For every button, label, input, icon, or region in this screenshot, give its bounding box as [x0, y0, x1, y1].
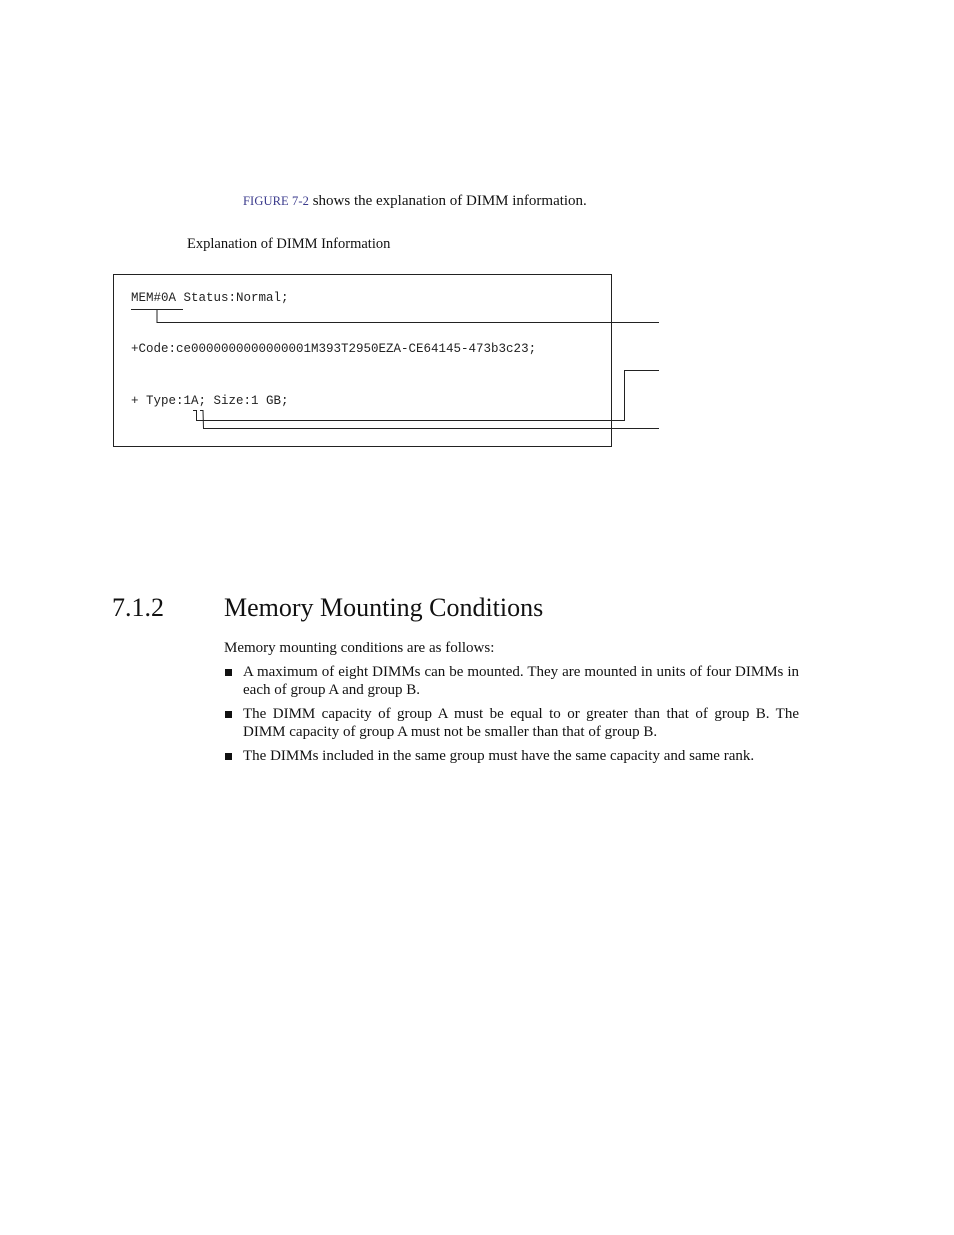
bullet-square-icon [225, 711, 232, 718]
bullet-text: The DIMM capacity of group A must be equal to or greater than that of group B. The DIMM capacity of group A must not be smaller than that of group B. [243, 706, 799, 740]
dimm-code-line: +Code:ce0000000000000001M393T2950EZA-CE64145-473b3c23; [131, 342, 537, 356]
figure-cross-reference-link[interactable]: FIGURE 7-2 [243, 194, 309, 208]
bullet-square-icon [225, 669, 232, 676]
bullet-list [224, 663, 799, 771]
section-title: Memory Mounting Conditions [224, 593, 544, 622]
dimm-status-line: MEM#0A Status:Normal; [131, 291, 289, 305]
intro-text: shows the explanation of DIMM information. [308, 193, 587, 209]
dimm-type-size-line: + Type:1A; Size:1 GB; [131, 394, 289, 408]
intro-paragraph [243, 192, 587, 210]
section-lead: Memory mounting conditions are as follows: [224, 640, 495, 656]
figure-caption: Explanation of DIMM Information [187, 236, 391, 252]
bullet-item [224, 747, 799, 765]
bullet-square-icon [225, 753, 232, 760]
bullet-item [224, 705, 799, 741]
bullet-text: The DIMMs included in the same group must have the same capacity and same rank. [243, 748, 755, 764]
bullet-text: A maximum of eight DIMMs can be mounted. They are mounted in units of four DIMMs in each of group A and group B. [243, 664, 799, 698]
bullet-item [224, 663, 799, 699]
section-number: 7.1.2 [112, 593, 164, 622]
